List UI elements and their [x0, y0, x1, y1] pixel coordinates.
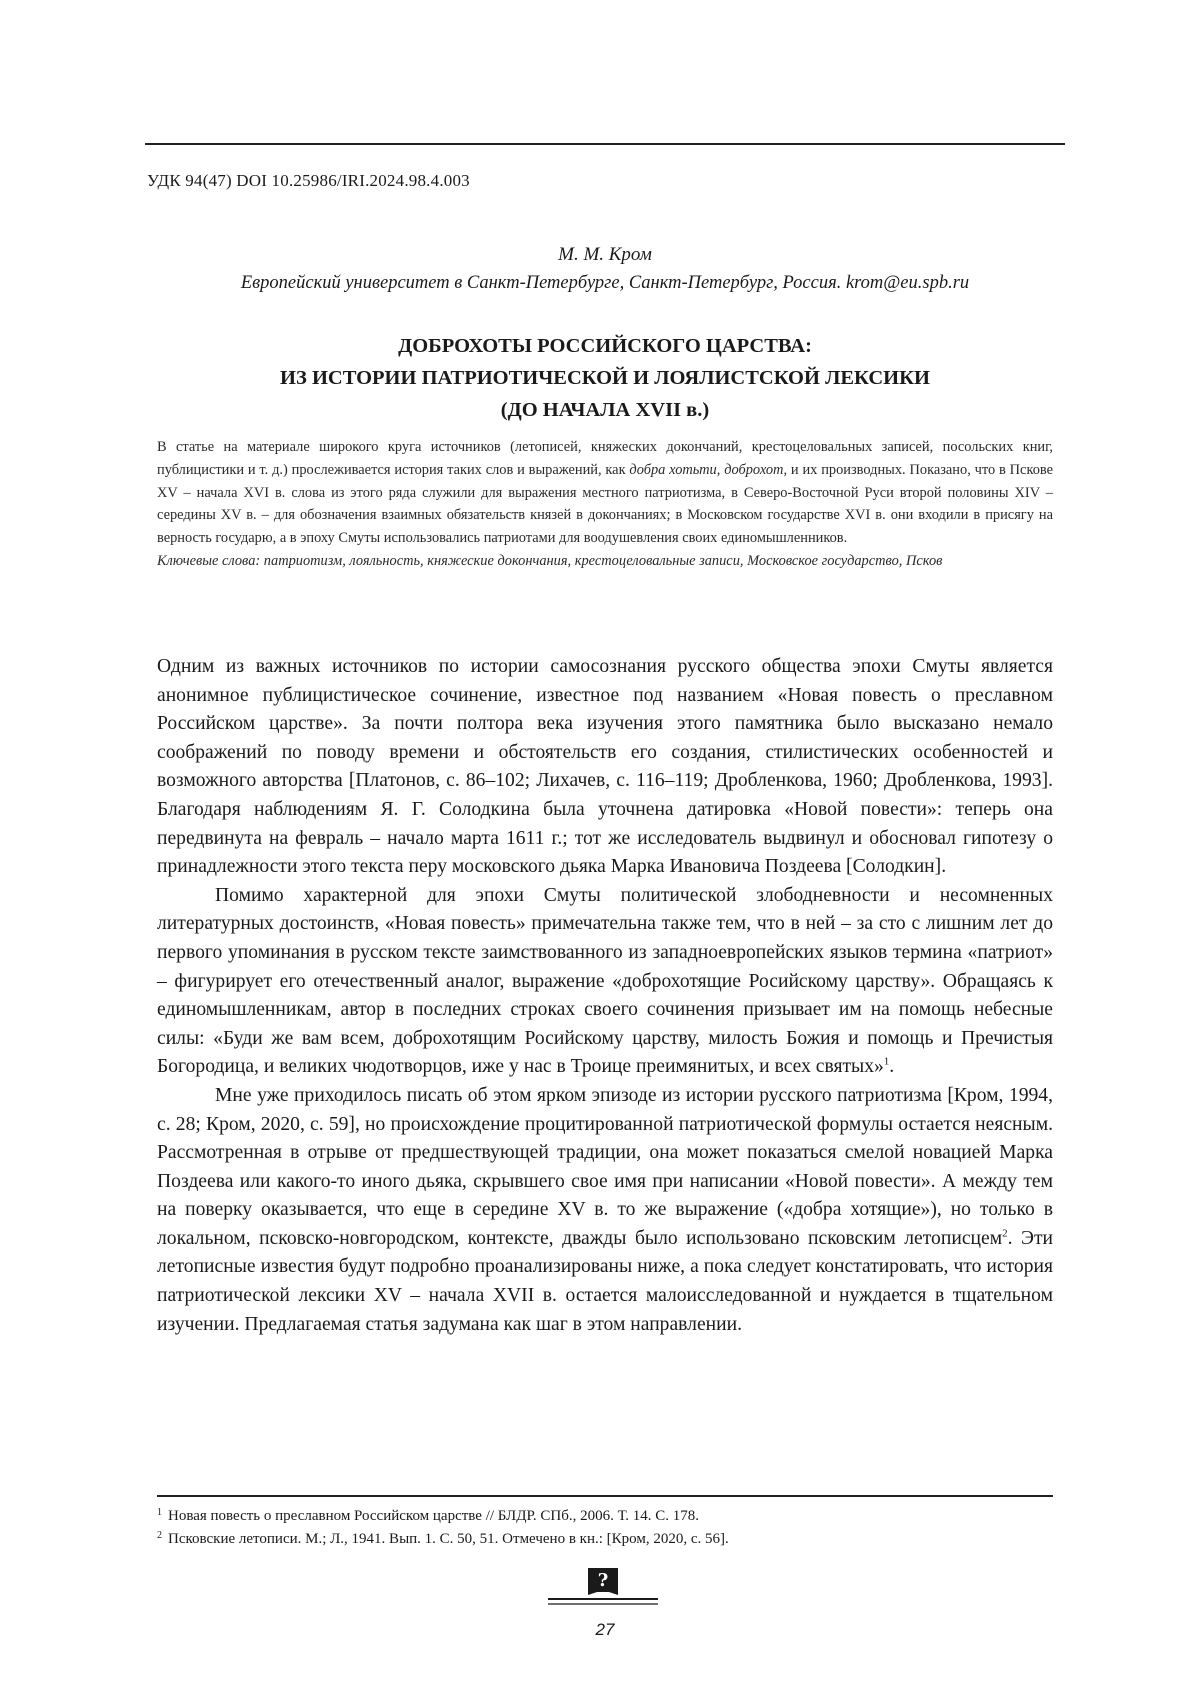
body-paragraph-3-text-b: . Эти летописные известия будут подробно проанализированы ниже, а пока следует констатировать, что история патриотической лексики XV – начала XVII в. остается малоисследованной и нуждается в тщательном изучении. Предлагаемая статья задумана как шаг в этом направлении. [157, 1227, 1054, 1335]
footnote-2 [157, 1526, 1053, 1549]
footnote-rule [157, 1495, 1053, 1497]
udk-doi: УДК 94(47) DOI 10.25986/IRI.2024.98.4.003 [147, 171, 470, 190]
abstract-term-2: доброхот [724, 461, 784, 478]
footnote-1-number: 1 [157, 1507, 162, 1518]
body-paragraph-2-end: . [889, 1056, 895, 1078]
title-line-3: (ДО НАЧАЛА XVII в.) [500, 399, 710, 421]
footnotes [157, 1503, 1053, 1549]
logo-glyph: ? [597, 1570, 609, 1591]
abstract [157, 436, 1053, 573]
footnote-1-text: Новая повесть о преславном Российском царстве // БЛДР. СПб., 2006. Т. 14. С. 178. [168, 1508, 700, 1524]
footnote-1 [157, 1503, 1053, 1526]
journal-book-icon [548, 1566, 658, 1610]
abstract-separator: , [716, 461, 725, 478]
title-line-2: ИЗ ИСТОРИИ ПАТРИОТИЧЕСКОЙ И ЛОЯЛИСТСКОЙ ЛЕКСИКИ [280, 367, 930, 389]
abstract-term-1: добра хотьти [629, 461, 717, 478]
top-rule [145, 143, 1065, 145]
abstract-text [157, 436, 1053, 550]
keywords-label: Ключевые слова: [157, 552, 264, 569]
footnote-ref-2[interactable]: 2 [1002, 1227, 1008, 1240]
keywords-text: патриотизм, лояльность, княжеские докончания, крестоцеловальные записи, Московское государство, Псков [263, 552, 943, 569]
article-title [145, 330, 1065, 426]
abstract-part-1: В статье на материале широкого круга источников (летописей, княжеских докончаний, крестоцеловальных записей, посольских книг, публицистики и т. д.) прослеживается история таких слов и выражений, как [157, 439, 1053, 478]
body-paragraph-2 [157, 882, 1053, 1082]
footnote-2-number: 2 [157, 1530, 162, 1541]
keywords [157, 550, 1053, 573]
author-affiliation: Европейский университет в Санкт-Петербурге, Санкт-Петербург, Россия. krom@eu.spb.ru [240, 273, 970, 293]
body-paragraph-3 [157, 1082, 1053, 1339]
footnote-2-text: Псковские летописи. М.; Л., 1941. Вып. 1. С. 50, 51. Отмечено в кн.: [Кром, 2020, с. 56]. [168, 1531, 729, 1547]
article-body [157, 653, 1053, 1339]
author-name: М. М. Кром [558, 244, 652, 265]
body-paragraph-1: Одним из важных источников по истории самосознания русского общества эпохи Смуты является анонимное публицистическое сочинение, известное под названием «Новая повесть о преславном Российском царстве». За почти полтора века изучения этого памятника было высказано немало соображений по поводу времени и обстоятельств его создания, стилистических особенностей и возможного авторства [Платонов, с. 86–102; Лихачев, с. 116–119; Дробленкова, 1960; Дробленкова, 1993]. Благодаря наблюдениям Я. Г. Солодкина была уточнена датировка «Новой повести»: теперь она передвинута на февраль – начало марта 1611 г.; тот же исследователь выдвинул и обосновал гипотезу о принадлежности этого текста перу московского дьяка Марка Ивановича Поздеева [Солодкин]. [157, 656, 1053, 878]
body-paragraph-3-text-a: Мне уже приходилось писать об этом ярком эпизоде из истории русского патриотизма [Кром, 1994, с. 28; Кром, 2020, с. 59], но происхождение процитированной патриотической формулы остается неясным. Рассмотренная в отрыве от предшествующей традиции, она может показаться смелой новацией Марка Поздеева или какого-то иного дьяка, скрывшего свое имя при написании «Новой повести». А между тем на поверку оказывается, что еще в середине XV в. то же выражение («добра хотящие»), но только в локальном, псковско-новгородском, контексте, дважды было использовано псковским летописцем [157, 1084, 1053, 1249]
footnote-ref-1[interactable]: 1 [883, 1055, 890, 1068]
abstract-part-2: , и их производных. Показано, что в Пскове XV – начала XVI в. слова из этого ряда служили для выражения местного патриотизма, в Северо-Восточной Руси второй половины XIV – середины XV в. – для обозначения взаимных обязательств князей в докончаниях; в Московском государстве XVI в. они входили в присягу на верность государю, а в эпоху Смуты использовались патриотами для воодушевления своих единомышленников. [157, 461, 1054, 547]
page-number: 27 [595, 1620, 615, 1639]
title-line-1: ДОБРОХОТЫ РОССИЙСКОГО ЦАРСТВА: [398, 335, 812, 357]
body-paragraph-2-text: Помимо характерной для эпохи Смуты политической злободневности и несомненных литературных достоинств, «Новая повесть» примечательна также тем, что в ней – за сто с лишним лет до первого упоминания в русском тексте заимствованного из западноевропейских языков термина «патриот» – фигурирует его отечественный аналог, выражение «доброхотящие Росийскому царству». Обращаясь к единомышленникам, автор в последних строках своего сочинения призывает им на помощь небесные силы: «Буди же вам всем, доброхотящим Росийскому царству, милость Божия и помощь и Пречистыя Богородица, и великих чюдотворцов, иже у нас в Троице преимянитых, и всех святых» [157, 884, 1053, 1078]
